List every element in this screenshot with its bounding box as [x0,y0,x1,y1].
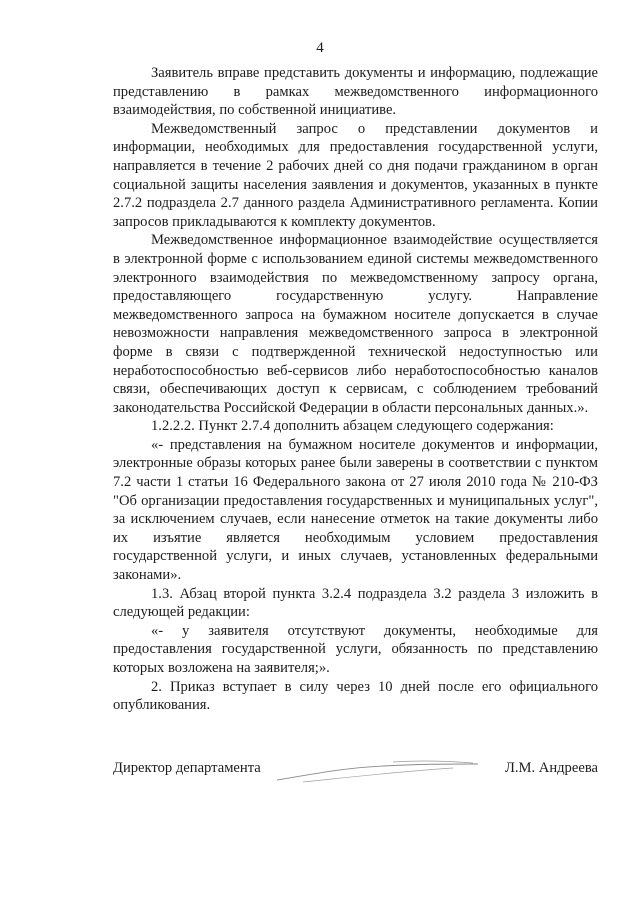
paragraph-missing-documents: «- у заявителя отсутствуют документы, необходимые для предоставления государственной услуги, обязанность по представлению которых возложена на заявителя;». [113,622,598,676]
page-number: 4 [316,40,324,56]
paragraph-amendment-3-2-4: 1.3. Абзац второй пункта 3.2.4 подраздела 3.2 раздела 3 изложить в следующей редакции: [113,585,598,621]
document-body [113,64,598,715]
paragraph-electronic-interaction: Межведомственное информационное взаимодействие осуществляется в электронной форме с использованием единой системы межведомственного электронного взаимодействия по межведомственному запросу органа, предоставляющего государственную услугу. Направление межведомственного запроса на бумажном носителе допускается в случае невозможности направления межведомственного запроса в электронной форме в связи с подтвержденной технической недоступностью или неработоспособностью веб-сервисов либо неработоспособностью каналов связи, обеспечивающих доступ к сервисам, с соблюдением требований законодательства Российской Федерации в области персональных данных.». [113,232,598,416]
paragraph-amendment-2-7-4: 1.2.2.2. Пункт 2.7.4 дополнить абзацем следующего содержания: [151,418,554,435]
handwritten-signature [273,752,483,786]
paragraph-interagency-request: Межведомственный запрос о представлении документов и информации, необходимых для предоставления государственной услуги, направляется в течение 2 рабочих дней со дня подачи гражданином в орган социальной защиты населения заявления и документов, указанных в пункте 2.7.2 подраздела 2.7 данного раздела Административного регламента. Копии запросов прикладываются к комплекту документов. [113,120,598,230]
signatory-title: Директор департамента [113,760,261,776]
paragraph-voluntary-submission: Заявитель вправе представить документы и информацию, подлежащие представлению в рамках межведомственного информационного взаимодействия, по собственной инициативе. [113,65,598,119]
signatory-name: Л.М. Андреева [504,760,598,776]
paragraph-effective-date: 2. Приказ вступает в силу через 10 дней после его официального опубликования. [113,678,598,714]
signature-block [113,758,598,788]
paragraph-paper-documents: «- представления на бумажном носителе документов и информации, электронные образы которых ранее были заверены в соответствии с пунктом 7.2 части 1 статьи 16 Федерального закона от 27 июля 2010 года № 210-ФЗ "Об организации предоставления государственных и муниципальных услуг", за исключением случаев, если нанесение отметок на такие документы либо их изъятие является необходимым условием предоставления государственной услуги, и иных случаев, установленных федеральными законами». [113,436,598,584]
